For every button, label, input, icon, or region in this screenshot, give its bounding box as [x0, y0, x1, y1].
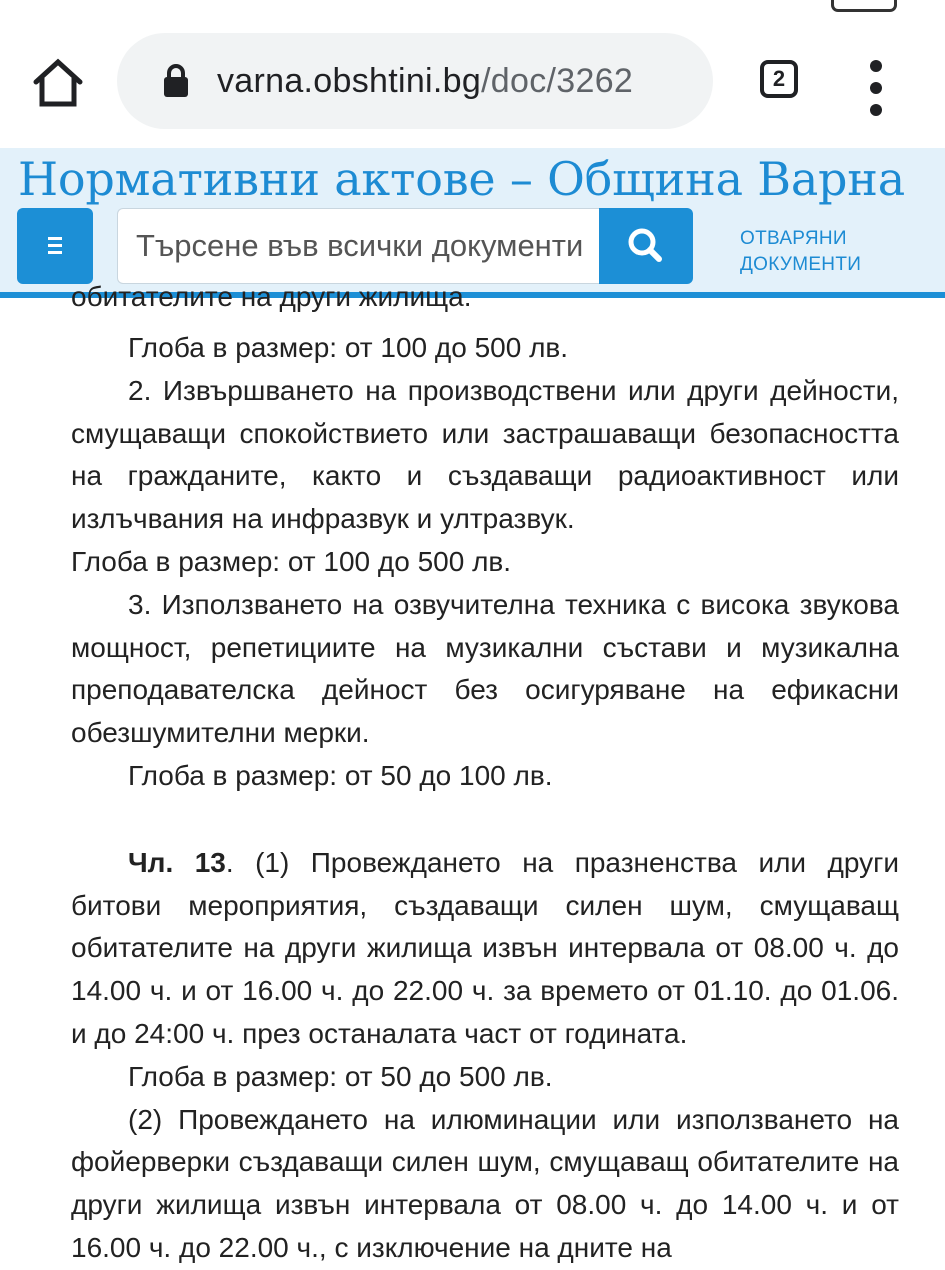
- open-documents-link[interactable]: [740, 226, 930, 278]
- address-bar[interactable]: [117, 33, 713, 129]
- fine-paragraph: Глоба в размер: от 100 до 500 лв.: [128, 332, 569, 363]
- url-text[interactable]: [217, 57, 633, 105]
- fine-paragraph: Глоба в размер: от 50 до 500 лв.: [128, 1060, 553, 1092]
- status-bar: [0, 0, 945, 20]
- search-box: [117, 208, 599, 284]
- item-2-paragraph: 2. Извършването на производствени или други дейности, смущаващи спокойствието или застрашаващи безопасността на гражданите, както и създаващи радиоактивност или излъчвания на инфразвук и ултразвук.: [71, 374, 899, 535]
- hamburger-menu-icon[interactable]: [17, 208, 93, 284]
- cut-off-line: обитателите на други жилища.: [71, 281, 472, 312]
- article-13-item-2-paragraph: (2) Провеждането на илюминации или използването на фойерверки създаващи силен шум, смущаващ обитателите на други жилища извън интервала от 08.00 ч. до 14.00 ч. и от 16.00 ч. до 22.00 ч., с изключение на дните на: [71, 1103, 899, 1263]
- overflow-menu-icon[interactable]: [862, 60, 892, 120]
- article-13-text: . (1) Провеждането на празненства или други битови мероприятия, създаващи силен шум, смущаващ обитателите на други жилища извън интервала от 08.00 ч. до 14.00 ч. и от 16.00 ч. до 22.00 ч. за времето от 01.10. до 01.06. и до 24:00 ч. през останалата част от годината.: [71, 846, 899, 1049]
- open-docs-line-2: ДОКУМЕНТИ: [740, 254, 862, 275]
- article-number: Чл. 13: [128, 846, 226, 878]
- url-path: /doc/3262: [481, 62, 634, 100]
- search-button[interactable]: [599, 208, 693, 284]
- tabs-counter-icon[interactable]: 2: [760, 60, 798, 98]
- lock-icon: [161, 63, 191, 99]
- item-3-paragraph: 3. Използването на озвучителна техника с висока звукова мощност, репетициите на музикални състави и музикална преподавателска дейност без осигуряване на ефикасни обезшумителни мерки.: [71, 588, 899, 749]
- search-input[interactable]: [118, 209, 588, 283]
- url-domain: varna.obshtini.bg: [217, 62, 482, 100]
- paragraph-gap: [71, 798, 899, 842]
- article-13-paragraph: [71, 842, 899, 1056]
- fine-paragraph: Глоба в размер: от 50 до 100 лв.: [128, 759, 553, 791]
- search-icon: [599, 208, 693, 284]
- fine-paragraph: Глоба в размер: от 100 до 500 лв.: [71, 545, 512, 577]
- document-paragraphs: [71, 327, 899, 1270]
- browser-toolbar: [0, 20, 945, 148]
- battery-icon: [831, 0, 897, 12]
- home-icon[interactable]: [30, 58, 86, 108]
- document-body: [0, 281, 945, 1268]
- open-docs-line-1: ОТВАРЯНИ: [740, 228, 847, 249]
- site-title[interactable]: Нормативни актове – Община Варна: [18, 152, 905, 206]
